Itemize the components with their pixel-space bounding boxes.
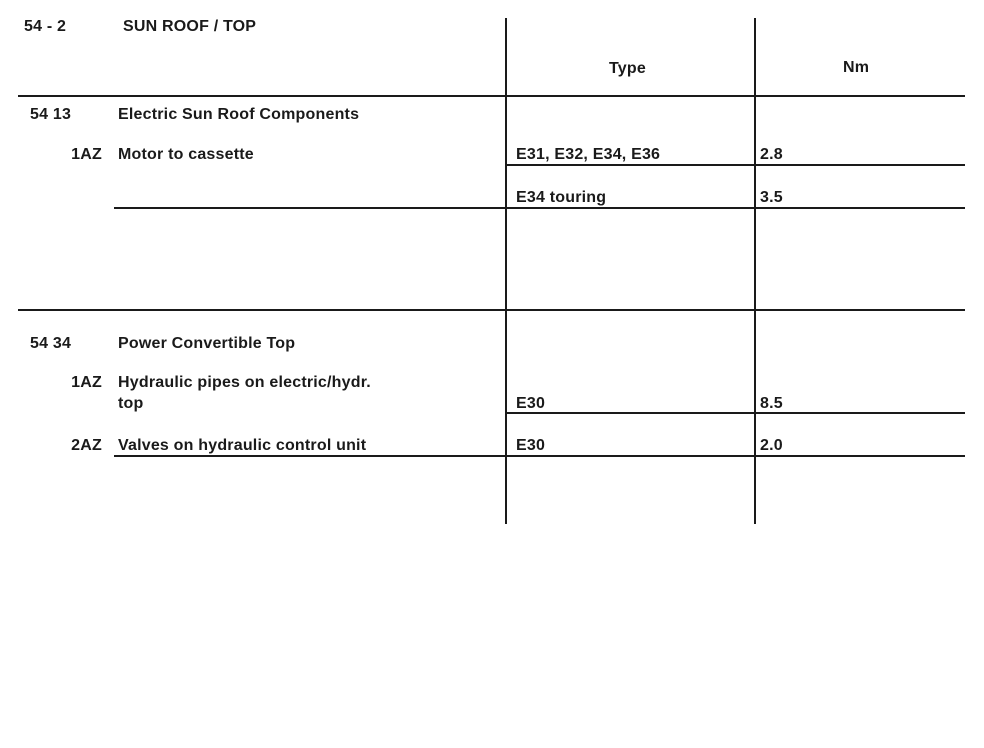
row-type: E34 touring (516, 189, 607, 206)
row-type: E31, E32, E34, E36 (516, 146, 661, 163)
row-torque: 3.5 (760, 189, 783, 206)
section-group-number: 54 34 (30, 335, 72, 352)
row-description: Valves on hydraulic control unit (118, 437, 367, 454)
column-header-nm: Nm (843, 59, 870, 76)
column-divider-nm (754, 18, 756, 524)
section-rule (18, 309, 965, 311)
row-torque: 2.8 (760, 146, 783, 163)
section-title: Power Convertible Top (118, 335, 296, 352)
section-group-number: 54 13 (30, 106, 72, 123)
row-torque: 2.0 (760, 437, 783, 454)
page-number: 54 - 2 (24, 18, 67, 35)
section-title: Electric Sun Roof Components (118, 106, 360, 123)
row-description: Motor to cassette (118, 146, 254, 163)
row-type: E30 (516, 437, 546, 454)
row-underline (114, 455, 965, 457)
row-description-line1: Hydraulic pipes on electric/hydr. (118, 374, 371, 391)
row-type: E30 (516, 395, 546, 412)
page-title: SUN ROOF / TOP (123, 18, 257, 35)
row-torque: 8.5 (760, 395, 783, 412)
row-code: 1AZ (71, 374, 102, 391)
row-underline (114, 207, 965, 209)
row-code: 1AZ (71, 146, 102, 163)
row-code: 2AZ (71, 437, 102, 454)
row-underline (505, 412, 965, 414)
column-divider-type (505, 18, 507, 524)
column-header-type: Type (609, 60, 646, 77)
row-description-line2: top (118, 395, 144, 412)
header-rule (18, 95, 965, 97)
row-underline (505, 164, 965, 166)
